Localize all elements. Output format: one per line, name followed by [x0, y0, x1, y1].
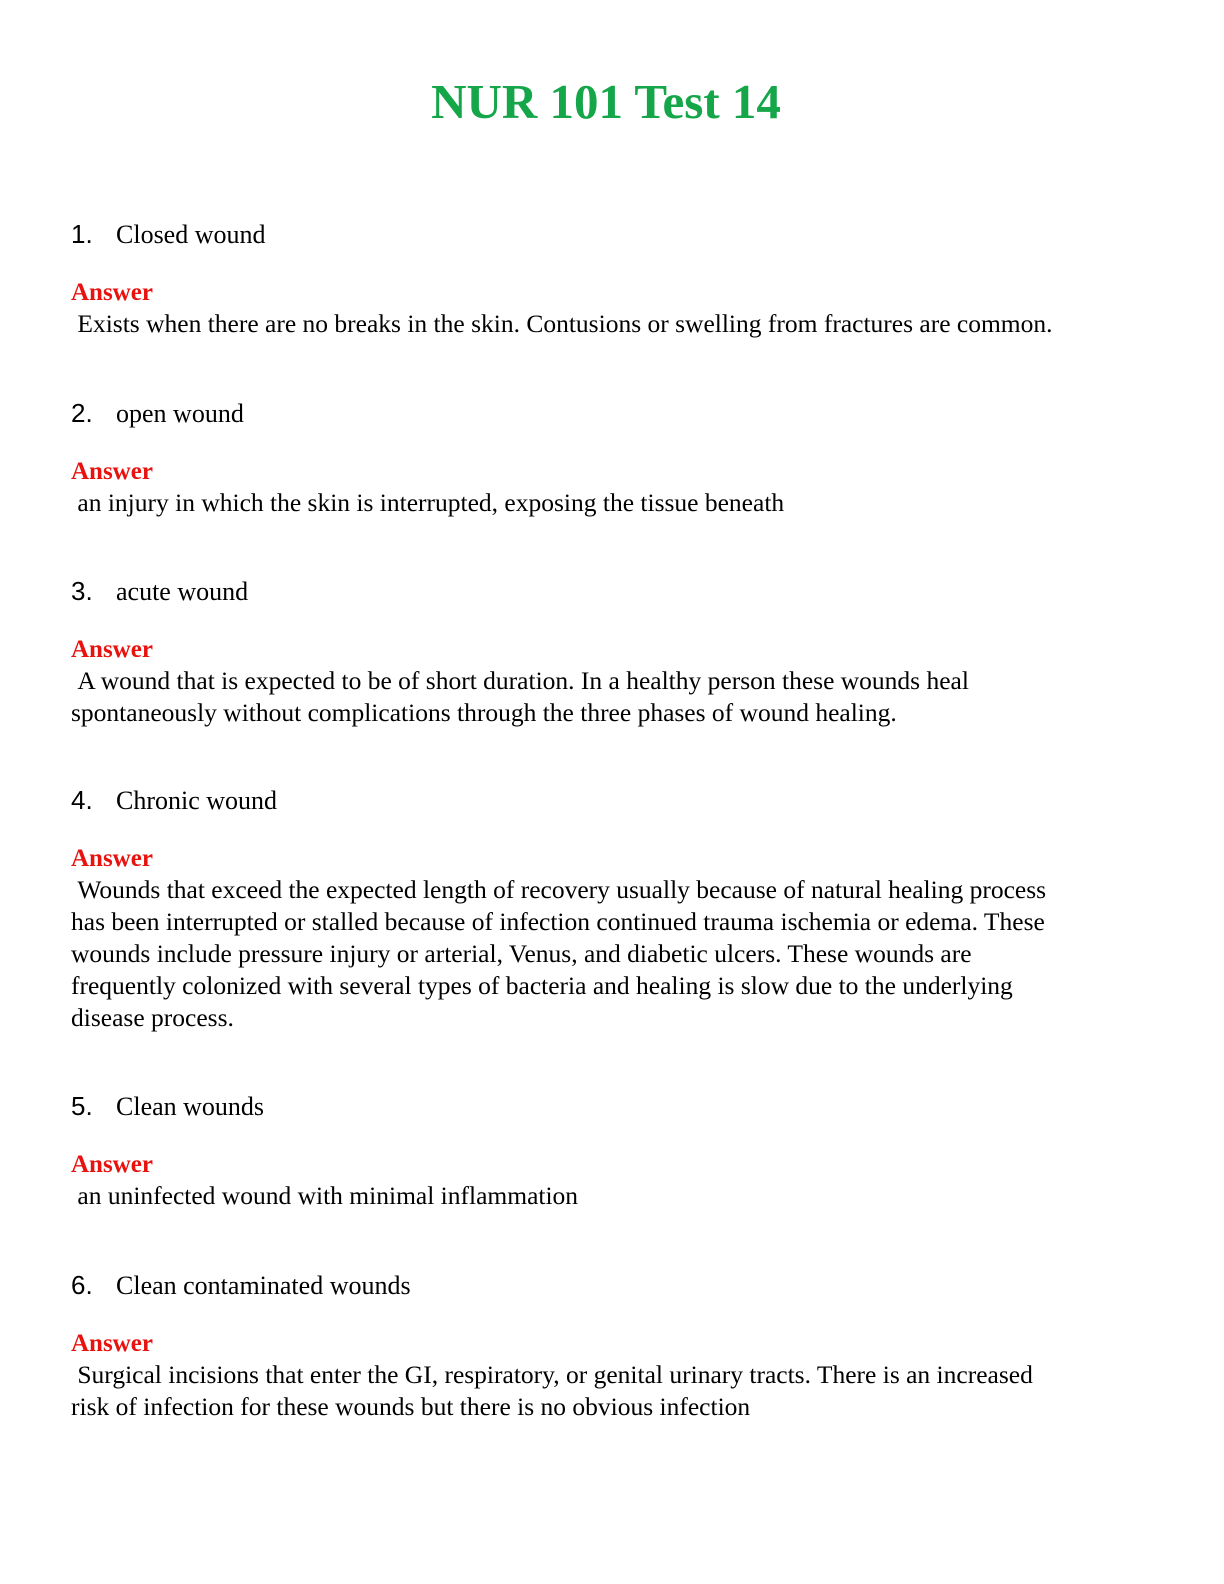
answer-label: Answer	[71, 1151, 153, 1178]
answer-text: an uninfected wound with minimal inflammation	[71, 1181, 579, 1210]
question-line	[71, 783, 1151, 817]
answer-label: Answer	[71, 845, 153, 872]
page-title: NUR 101 Test 14	[431, 74, 781, 129]
question-block	[71, 783, 1151, 1034]
question-number: 4.	[71, 785, 93, 815]
answer-text: A wound that is expected to be of short duration. In a healthy person these wounds heal spontaneously without complications through the three phases of wound healing.	[71, 666, 969, 727]
answer-text: Wounds that exceed the expected length of recovery usually because of natural healing process has been interrupted or stalled because of infection continued trauma ischemia or edema. These wounds include pressure injury or arterial, Venus, and diabetic ulcers. These wounds are frequently colonized with several types of bacteria and healing is slow due to the underlying disease process.	[71, 875, 1047, 1032]
question-number: 6.	[71, 1270, 93, 1300]
answer-label: Answer	[71, 279, 153, 306]
answer-label: Answer	[71, 458, 153, 485]
question-line	[71, 1268, 1151, 1302]
question-block	[71, 1089, 1151, 1212]
question-block	[71, 574, 1151, 729]
question-block	[71, 1268, 1151, 1423]
question-block	[71, 217, 1151, 340]
question-block	[71, 396, 1151, 519]
question-term: Closed wound	[116, 220, 266, 249]
question-number: 3.	[71, 576, 93, 606]
question-term: Clean contaminated wounds	[116, 1271, 411, 1300]
question-line	[71, 217, 1151, 251]
answer-label: Answer	[71, 1330, 153, 1357]
answer-text: Exists when there are no breaks in the skin. Contusions or swelling from fractures are common.	[71, 309, 1053, 338]
question-term: acute wound	[116, 577, 249, 606]
answer-text: an injury in which the skin is interrupted, exposing the tissue beneath	[71, 488, 785, 517]
answer-label: Answer	[71, 636, 153, 663]
question-term: Chronic wound	[116, 786, 278, 815]
question-line	[71, 396, 1151, 430]
question-number: 2.	[71, 398, 93, 428]
question-number: 1.	[71, 219, 93, 249]
answer-text: Surgical incisions that enter the GI, respiratory, or genital urinary tracts. There is an increased risk of infection for these wounds but there is no obvious infection	[71, 1360, 1033, 1421]
question-term: open wound	[116, 399, 244, 428]
question-line	[71, 1089, 1151, 1123]
question-line	[71, 574, 1151, 608]
question-term: Clean wounds	[116, 1092, 265, 1121]
question-number: 5.	[71, 1091, 93, 1121]
